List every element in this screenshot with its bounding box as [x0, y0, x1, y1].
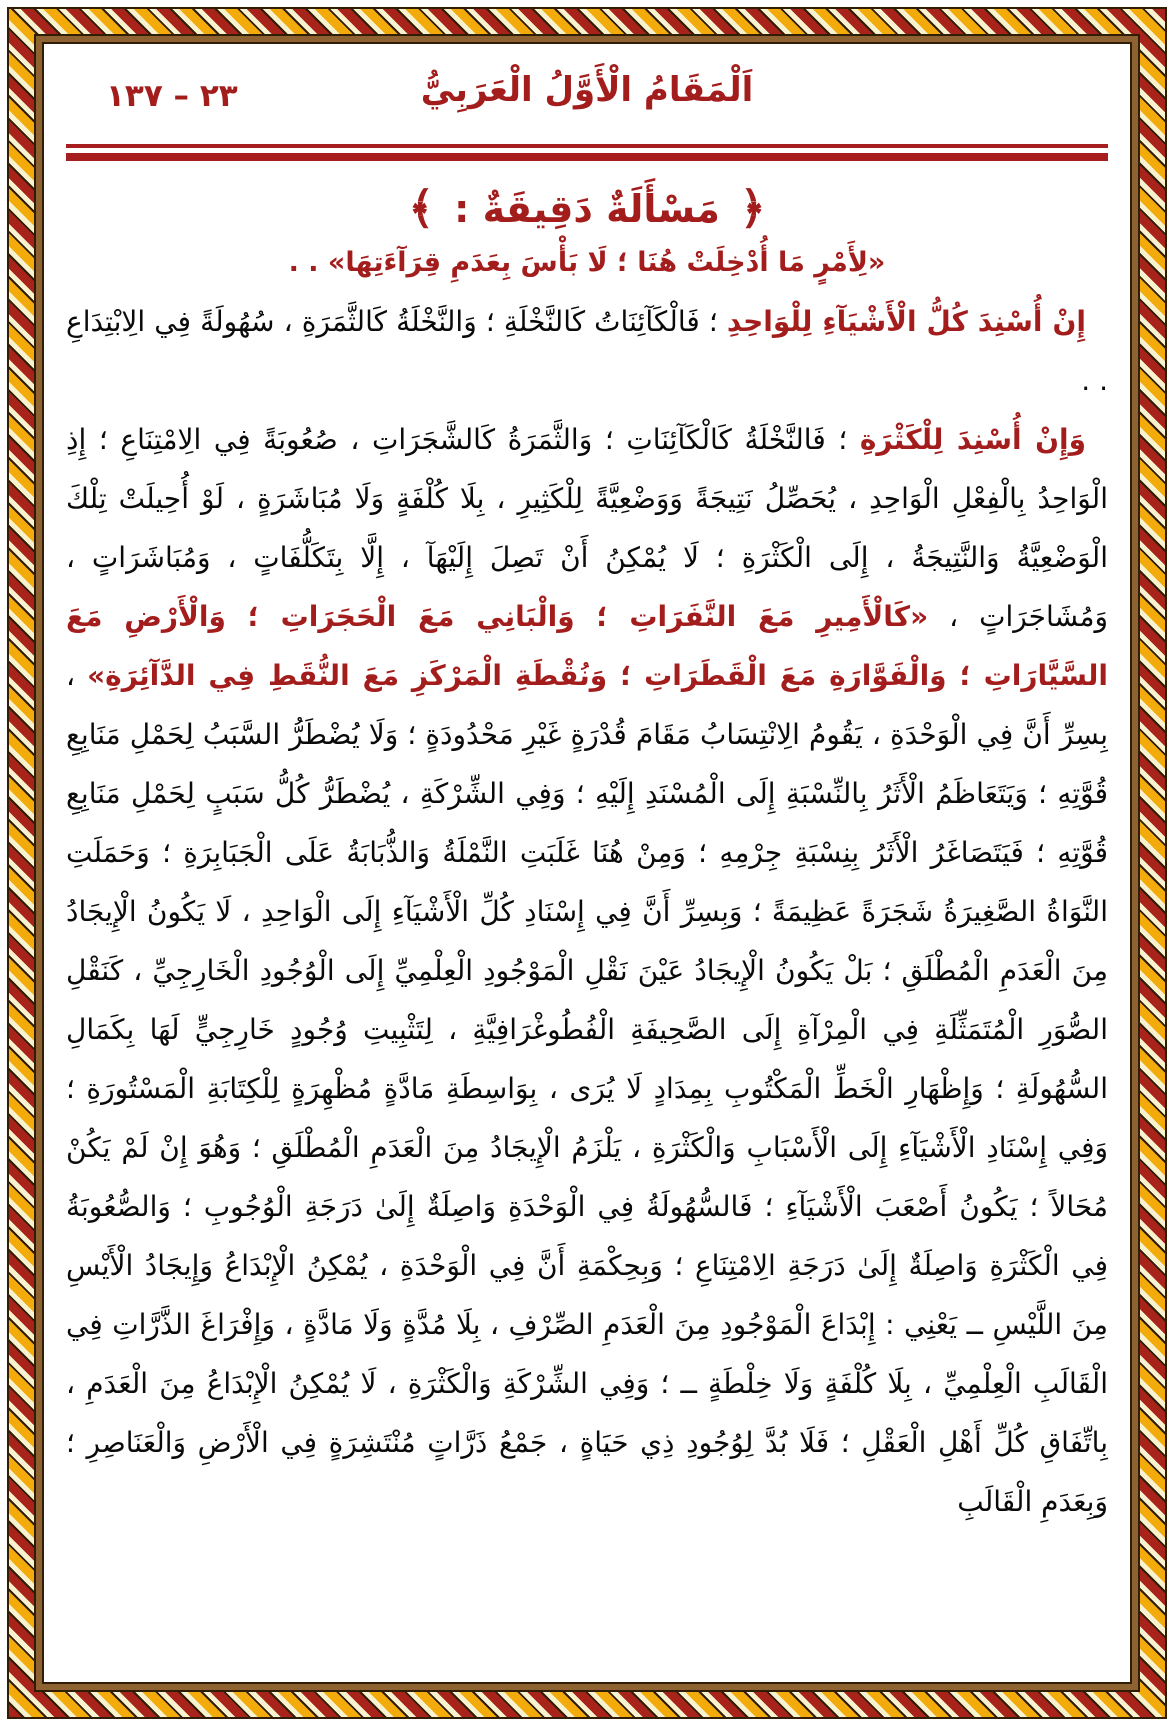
text-run-black: ؛ فَالْكَآئِنَاتُ كَالنَّخْلَةِ ؛ وَالنَّخْلَةُ كَالثَّمَرَةِ ، سُهُولَةً فِي الِابْتِدَاعِ . . [66, 305, 1108, 397]
paragraph-1 [66, 292, 1108, 410]
text-run-red: «كَالْأَمِيرِ مَعَ النَّفَرَاتِ ؛ وَالْبَانِي مَعَ الْحَجَرَاتِ ؛ وَالْأَرْضِ مَعَ السَّيَّارَاتِ ؛ وَالْفَوَّارَةِ مَعَ الْقَطَرَاتِ ؛ وَنُقْطَةِ الْمَرْكَزِ مَعَ النُّقَطِ فِي الدَّآئِرَةِ» [66, 600, 1108, 692]
ornate-bracket-left-icon: ﴾ [408, 183, 435, 234]
page-number: ٢٣ – ١٣٧ [106, 78, 238, 114]
body-text [66, 292, 1108, 1531]
page-header [66, 56, 1108, 134]
section-heading-text: مَسْأَلَةٌ دَقِيقَةٌ : [454, 187, 720, 231]
text-run-black: ، بِسِرِّ أَنَّ فِي الْوَحْدَةِ ، يَقُومُ الِانْتِسَابُ مَقَامَ قُدْرَةٍ غَيْرِ مَحْدُودَةٍ ؛ وَلَا يُضْطَرُّ السَّبَبُ لِحَمْلِ مَنَابِعِ قُوَّتِهِ ؛ وَيَتَعَاظَمُ الْأَثَرُ بِالنِّسْبَةِ إِلَى الْمُسْنَدِ إِلَيْهِ ؛ وَفِي الشِّرْكَةِ ، يُضْطَرُّ كُلُّ سَبَبٍ لِحَمْلِ مَنَابِعِ قُوَّتِهِ ؛ فَيَتَصَاغَرُ الْأَثَرُ بِنِسْبَةِ جِرْمِهِ ؛ وَمِنْ هُنَا غَلَبَتِ النَّمْلَةُ وَالذُّبَابَةُ عَلَى الْجَبَابِرَةِ ؛ وَحَمَلَتِ النَّوَاةُ الصَّغِيرَةُ شَجَرَةً عَظِيمَةً ؛ وَبِسِرِّ أَنَّ فِي إِسْنَادِ كُلِّ الْأَشْيَآءِ إِلَى الْوَاحِدِ ، لَا يَكُونُ الْإِيجَادُ مِنَ الْعَدَمِ الْمُطْلَقِ ؛ بَلْ يَكُونُ الْإِيجَادُ عَيْنَ نَقْلِ الْمَوْجُودِ الْعِلْمِيِّ إِلَى الْوُجُودِ الْخَارِجِيِّ ، كَنَقْلِ الصُّوَرِ الْمُتَمَثِّلَةِ فِي الْمِرْآةِ إِلَى الصَّحِيفَةِ الْفُطُوغْرَافِيَّةِ ، لِتَثْبِيتِ وُجُودٍ خَارِجِيٍّ لَهَا بِكَمَالِ السُّهُولَةِ ؛ وَإِظْهَارِ الْخَطِّ الْمَكْتُوبِ بِمِدَادٍ لَا يُرَى ، بِوَاسِطَةِ مَادَّةٍ مُظْهِرَةٍ لِلْكِتَابَةِ الْمَسْتُورَةِ ؛ وَفِي إِسْنَادِ الْأَشْيَآءِ إِلَى الْأَسْبَابِ وَالْكَثْرَةِ ، يَلْزَمُ الْإِيجَادُ مِنَ الْعَدَمِ الْمُطْلَقِ ؛ وَهُوَ إِنْ لَمْ يَكُنْ مُحَالاً ؛ يَكُونُ أَصْعَبَ الْأَشْيَآءِ ؛ فَالسُّهُولَةُ فِي الْوَحْدَةِ وَاصِلَةٌ إِلَىٰ دَرَجَةِ الْوُجُوبِ ؛ وَالصُّعُوبَةُ فِي الْكَثْرَةِ وَاصِلَةٌ إِلَىٰ دَرَجَةِ الِامْتِنَاعِ ؛ وَبِحِكْمَةِ أَنَّ فِي الْوَحْدَةِ ، يُمْكِنُ الْإِبْدَاعُ وَإِيجَادُ الْأَيْسِ مِنَ اللَّيْسِ ــ يَعْنِي : إِبْدَاعَ الْمَوْجُودِ مِنَ الْعَدَمِ الصِّرْفِ ، بِلَا مُدَّةٍ وَلَا مَادَّةٍ ، وَإِفْرَاغَ الذَّرَّاتِ فِي الْقَالَبِ الْعِلْمِيِّ ، بِلَا كُلْفَةٍ وَلَا خِلْطَةٍ ــ ؛ وَفِي الشِّرْكَةِ وَالْكَثْرَةِ ، لَا يُمْكِنُ الْإِبْدَاعُ مِنَ الْعَدَمِ ، بِاتِّفَاقِ كُلِّ أَهْلِ الْعَقْلِ ؛ فَلَا بُدَّ لِوُجُودِ ذِي حَيَاةٍ ، جَمْعُ ذَرَّاتٍ مُنْتَشِرَةٍ فِي الْأَرْضِ وَالْعَنَاصِرِ ؛ وَبِعَدَمِ الْقَالَبِ [66, 659, 1108, 1518]
page-content [66, 56, 1108, 1674]
ornate-bracket-right-icon: ﴿ [739, 183, 766, 234]
text-run-red: إِنْ أُسْنِدَ كُلُّ الْأَشْيَآءِ لِلْوَاحِدِ [726, 305, 1086, 338]
paragraph-2 [66, 410, 1108, 1531]
border-inner-frame [36, 36, 1138, 1690]
text-run-red: وَإِنْ أُسْنِدَ لِلْكَثْرَةِ [859, 423, 1086, 456]
section-heading [66, 183, 1108, 234]
text-run-black: ؛ فَالنَّخْلَةُ كَالْكَآئِنَاتِ ؛ وَالثَّمَرَةُ كَالشَّجَرَاتِ ، صُعُوبَةً فِي الِامْتِنَاعِ ؛ إِذِ الْوَاحِدُ بِالْفِعْلِ الْوَاحِدِ ، يُحَصِّلُ نَتِيجَةً وَوَضْعِيَّةً لِلْكَثِيرِ ، بِلَا كُلْفَةٍ وَلَا مُبَاشَرَةٍ ، لَوْ أُحِيلَتْ تِلْكَ الْوَضْعِيَّةُ وَالنَّتِيجَةُ ، إِلَى الْكَثْرَةِ ؛ لَا يُمْكِنُ أَنْ تَصِلَ إِلَيْهَآ ، إِلَّا بِتَكَلُّفَاتٍ ، وَمُبَاشَرَاتٍ ، وَمُشَاجَرَاتٍ ، [66, 423, 1108, 633]
double-rule [66, 144, 1108, 161]
page-title: اَلْمَقَامُ الْأَوَّلُ الْعَرَبِيُّ [420, 70, 754, 110]
section-note: «لِأَمْرٍ مَا أُدْخِلَتْ هُنَا ؛ لَا بَأْسَ بِعَدَمِ قِرَآءَتِهَا» . . [288, 247, 886, 278]
